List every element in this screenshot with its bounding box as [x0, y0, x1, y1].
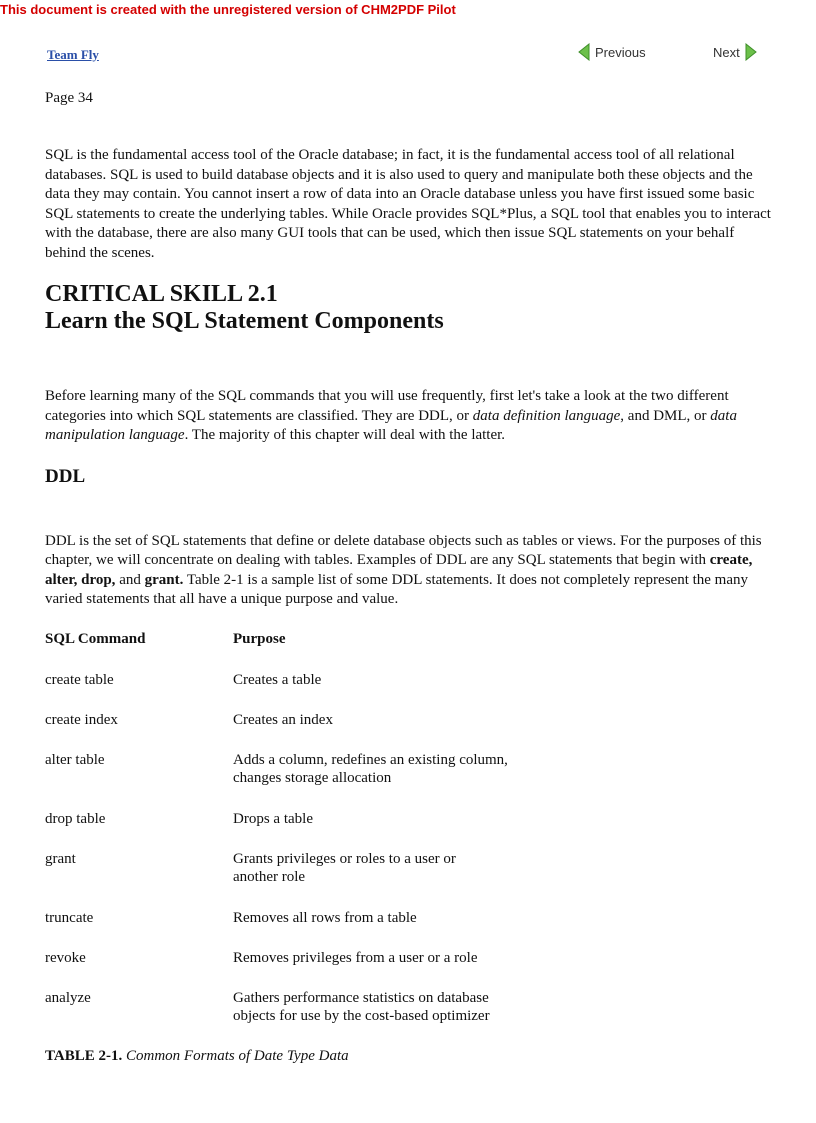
caption-text: Common Formats of Date Type Data — [122, 1048, 349, 1064]
ddl-and: and — [115, 571, 145, 588]
caption-label: TABLE 2-1. — [45, 1048, 123, 1064]
previous-button[interactable] — [577, 42, 646, 62]
critical-skill-heading — [45, 281, 775, 335]
arrow-right-icon — [744, 43, 758, 61]
next-label: Next — [713, 44, 740, 60]
team-fly-link[interactable]: Team Fly — [47, 47, 99, 62]
ddl-text-2: Table 2-1 is a sample list of some DDL statements. It does not completely represent the many varied statements that all have a unique purpose and value. — [45, 571, 749, 607]
components-text-1: Before learning many of the SQL commands that you will use frequently, first let's take a look at the two different categories into which SQL statements are classified. They are DDL, or — [45, 388, 729, 424]
ddl-heading: DDL — [45, 465, 86, 487]
row-command: grant — [45, 851, 76, 867]
next-button[interactable] — [713, 42, 758, 62]
ddl-text-1: DDL is the set of SQL statements that define or delete database objects such as tables or views. For the purposes of this chapter, we will concentrate on dealing with tables. Examples of DDL are any SQL statements that begin with — [45, 532, 762, 568]
main-content — [45, 146, 775, 610]
table-caption — [45, 1048, 349, 1065]
row-command: drop table — [45, 811, 106, 827]
components-paragraph — [45, 387, 775, 446]
row-command: create index — [45, 712, 118, 728]
ddl-keywords: create, alter, drop, — [45, 552, 753, 588]
row-purpose: Creates an index — [233, 712, 333, 728]
row-purpose: Creates a table — [233, 672, 322, 688]
previous-label: Previous — [595, 44, 646, 60]
skill-heading-line2: Learn the SQL Statement Components — [45, 308, 444, 334]
row-command: alter table — [45, 752, 105, 768]
row-command: revoke — [45, 950, 86, 966]
row-command: truncate — [45, 910, 94, 926]
row-purpose: Removes privileges from a user or a role — [233, 950, 478, 966]
ddl-term: data definition language — [472, 407, 621, 424]
row-purpose: Removes all rows from a table — [233, 910, 417, 926]
skill-heading-line1: CRITICAL SKILL 2.1 — [45, 281, 278, 307]
intro-paragraph: SQL is the fundamental access tool of the Oracle database; in fact, it is the fundamental access tool of all relational databases. SQL is used to build database objects and it is also used to query and manipulate both these objects and the data they may contain. You cannot insert a row of data into an Oracle database unless you have first issued some basic SQL statements to create the underlying tables. While Oracle provides SQL*Plus, a SQL tool that enables you to interact with the database, there are also many GUI tools that can be used, which then issue SQL statements on your behalf behind the scenes. — [45, 147, 771, 261]
ddl-paragraph — [45, 532, 775, 610]
row-command: analyze — [45, 990, 91, 1006]
row-purpose: Grants privileges or roles to a user or another role — [233, 851, 456, 885]
row-command: create table — [45, 672, 114, 688]
page-number: Page 34 — [45, 90, 93, 106]
ddl-grant: grant. — [144, 571, 184, 588]
arrow-left-icon — [577, 43, 591, 61]
dml-term: data manipulation language — [45, 407, 737, 443]
header-purpose: Purpose — [233, 631, 286, 647]
row-purpose: Gathers performance statistics on database objects for use by the cost-based optimizer — [233, 990, 490, 1024]
components-text-3: . The majority of this chapter will deal with the latter. — [184, 427, 506, 443]
components-text-2: , and DML, or — [620, 407, 711, 424]
navigation-bar — [0, 40, 816, 66]
watermark-banner: This document is created with the unregistered version of CHM2PDF Pilot — [0, 2, 456, 17]
row-purpose: Drops a table — [233, 811, 313, 827]
header-sql-command: SQL Command — [45, 631, 146, 647]
row-purpose: Adds a column, redefines an existing column, changes storage allocation — [233, 752, 508, 786]
